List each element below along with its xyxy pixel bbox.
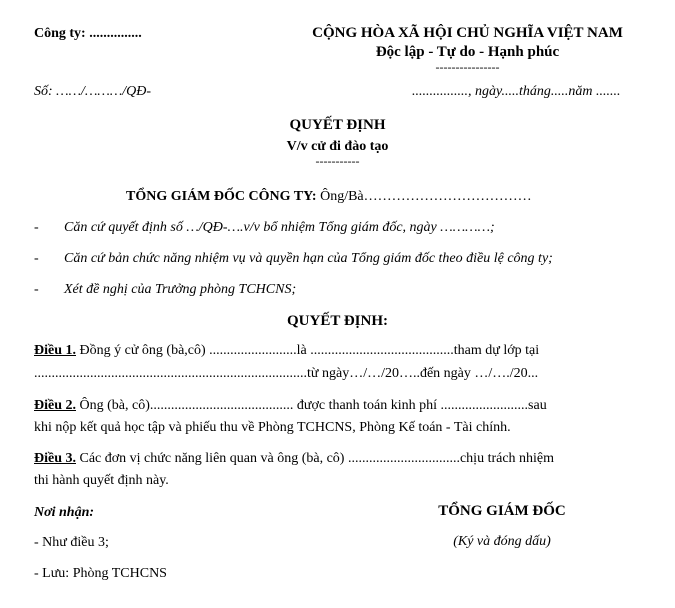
national-motto: Độc lập - Tự do - Hạnh phúc (375, 44, 560, 60)
ground-item (34, 282, 296, 298)
ground-dash: - (34, 282, 39, 297)
decision-number: Số: ……/………/QĐ- (34, 84, 152, 99)
authority-line (126, 189, 532, 205)
article-3-text: Các đơn vị chức năng liên quan và ông (bà, cô) ................................chịu trách nhiệm (76, 451, 555, 466)
article-2-label: Điều 2. (34, 398, 76, 413)
decision-heading: QUYẾT ĐỊNH: (287, 313, 388, 329)
ground-text: Căn cứ bản chức năng nhiệm vụ và quyền hạn của Tổng giám đốc theo điều lệ công ty; (64, 251, 553, 266)
nation-title: CỘNG HÒA XÃ HỘI CHỦ NGHĨA VIỆT NAM (312, 25, 623, 41)
ground-text: Căn cứ quyết định số …/QĐ-….v/v bổ nhiệm Tổng giám đốc, ngày …………; (64, 220, 495, 235)
article-2-line-2: khi nộp kết quả học tập và phiếu thu về Phòng TCHCNS, Phòng Kế toán - Tài chính. (34, 420, 511, 435)
company-name: Công ty: ............... (34, 26, 142, 41)
ground-item (34, 251, 553, 267)
article-1-line-1 (34, 343, 539, 359)
article-3-line-2: thi hành quyết định này. (34, 473, 169, 488)
signature-note: (Ký và đóng dấu) (453, 534, 551, 549)
article-2-line-1 (34, 398, 547, 414)
article-3-label: Điều 3. (34, 451, 76, 466)
recipient-item: - Lưu: Phòng TCHCNS (34, 566, 167, 581)
ground-item (34, 220, 495, 236)
recipients-label: Nơi nhận: (34, 505, 95, 520)
article-3-line-1 (34, 451, 554, 467)
place-date: ................, ngày.....tháng.....năm ....... (412, 84, 621, 99)
article-1-line-2: ..............................................................................từ ngày…/…/20…..đến ngày …/…./20... (34, 366, 539, 381)
article-1-label: Điều 1. (34, 343, 76, 358)
title-rule: ----------- (315, 154, 360, 168)
decision-subject: V/v cử đi đào tạo (286, 139, 389, 154)
ground-dash: - (34, 251, 39, 266)
authority-name: Ông/Bà……………………………… (316, 189, 532, 204)
ground-dash: - (34, 220, 39, 235)
article-1-text: Đồng ý cử ông (bà,cô) .........................là .........................................tham dự lớp tại (76, 343, 540, 358)
signature-title: TỔNG GIÁM ĐỐC (438, 503, 566, 519)
authority-label: TỔNG GIÁM ĐỐC CÔNG TY: (126, 189, 317, 204)
recipient-item: - Như điều 3; (34, 535, 109, 550)
ground-text: Xét đề nghị của Trưởng phòng TCHCNS; (64, 282, 297, 297)
motto-rule: ---------------- (435, 60, 500, 74)
decision-title: QUYẾT ĐỊNH (289, 117, 386, 133)
article-2-text: Ông (bà, cô)......................................... được thanh toán kinh phí .........................sau (76, 398, 547, 413)
